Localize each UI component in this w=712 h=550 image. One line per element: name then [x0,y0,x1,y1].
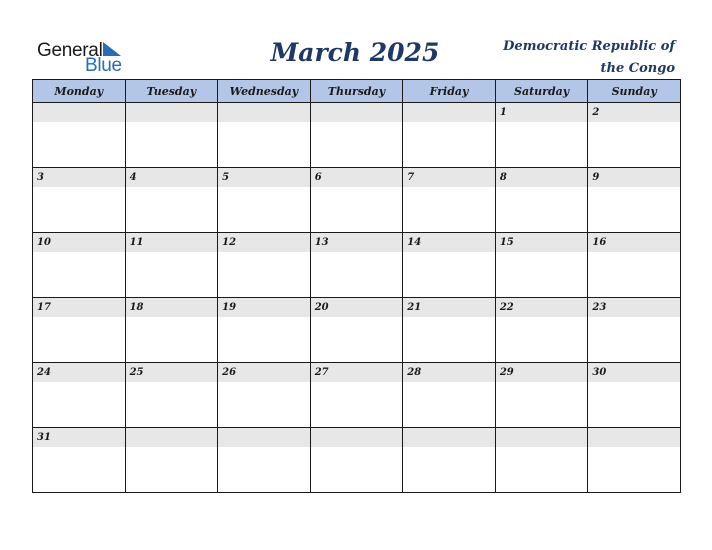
day-cell [33,298,126,363]
day-cell [33,168,126,233]
day-number: 5 [218,168,310,187]
day-cell [218,298,311,363]
weekday-sunday: Sunday [588,80,681,103]
day-number: 11 [126,233,218,252]
day-cell [310,428,403,493]
weekday-header-row [33,80,681,103]
day-number [311,103,403,122]
day-cell [310,363,403,428]
day-cell [495,103,588,168]
day-cell [403,363,496,428]
day-cell [588,428,681,493]
calendar-title: March 2025 [270,38,440,67]
day-cell [588,233,681,298]
day-number [126,428,218,447]
day-cell [218,103,311,168]
week-row [33,428,681,493]
day-number [218,103,310,122]
day-cell [403,233,496,298]
day-number: 9 [588,168,680,187]
day-cell [125,233,218,298]
day-cell [218,428,311,493]
day-number: 24 [33,363,125,382]
day-number: 17 [33,298,125,317]
day-number [496,428,588,447]
day-number [311,428,403,447]
day-number: 2 [588,103,680,122]
day-cell [125,298,218,363]
day-number: 15 [496,233,588,252]
weekday-wednesday: Wednesday [218,80,311,103]
day-cell [218,168,311,233]
week-row [33,103,681,168]
day-cell [125,168,218,233]
weekday-monday: Monday [33,80,126,103]
day-number: 19 [218,298,310,317]
day-number [403,428,495,447]
day-number: 21 [403,298,495,317]
day-number: 12 [218,233,310,252]
logo-general-text: General [37,40,103,61]
calendar-grid [32,79,681,493]
week-row [33,298,681,363]
day-number: 1 [496,103,588,122]
day-number: 27 [311,363,403,382]
day-cell [588,103,681,168]
day-cell [33,103,126,168]
weekday-thursday: Thursday [310,80,403,103]
day-cell [403,298,496,363]
week-row [33,168,681,233]
day-number: 16 [588,233,680,252]
day-number: 25 [126,363,218,382]
day-cell [495,363,588,428]
day-number: 7 [403,168,495,187]
day-cell [218,233,311,298]
country-line-1: Democratic Republic of [503,39,675,54]
day-cell [403,428,496,493]
day-number: 18 [126,298,218,317]
day-number [33,103,125,122]
day-cell [588,298,681,363]
weekday-tuesday: Tuesday [125,80,218,103]
day-cell [588,363,681,428]
day-number: 26 [218,363,310,382]
country-line-2: the Congo [600,61,675,76]
day-number: 3 [33,168,125,187]
week-row [33,233,681,298]
day-number: 4 [126,168,218,187]
day-number: 30 [588,363,680,382]
day-cell [125,363,218,428]
day-cell [310,233,403,298]
day-cell [33,428,126,493]
country-name [475,36,675,80]
day-cell [588,168,681,233]
generalblue-logo [37,40,127,74]
day-number [403,103,495,122]
day-cell [33,233,126,298]
day-cell [495,298,588,363]
day-cell [495,428,588,493]
day-number [588,428,680,447]
day-cell [310,298,403,363]
day-number [126,103,218,122]
day-number: 22 [496,298,588,317]
day-number: 23 [588,298,680,317]
day-number: 31 [33,428,125,447]
day-cell [218,363,311,428]
weekday-friday: Friday [403,80,496,103]
day-number: 8 [496,168,588,187]
day-cell [310,103,403,168]
day-cell [125,103,218,168]
weekday-saturday: Saturday [495,80,588,103]
day-cell [495,168,588,233]
day-cell [125,428,218,493]
day-cell [495,233,588,298]
day-number: 20 [311,298,403,317]
day-cell [403,168,496,233]
day-cell [403,103,496,168]
day-number: 28 [403,363,495,382]
logo-blue-text: Blue [85,55,122,76]
day-cell [33,363,126,428]
week-row [33,363,681,428]
day-number: 10 [33,233,125,252]
day-number: 29 [496,363,588,382]
day-number: 14 [403,233,495,252]
day-number [218,428,310,447]
day-cell [310,168,403,233]
day-number: 6 [311,168,403,187]
day-number: 13 [311,233,403,252]
